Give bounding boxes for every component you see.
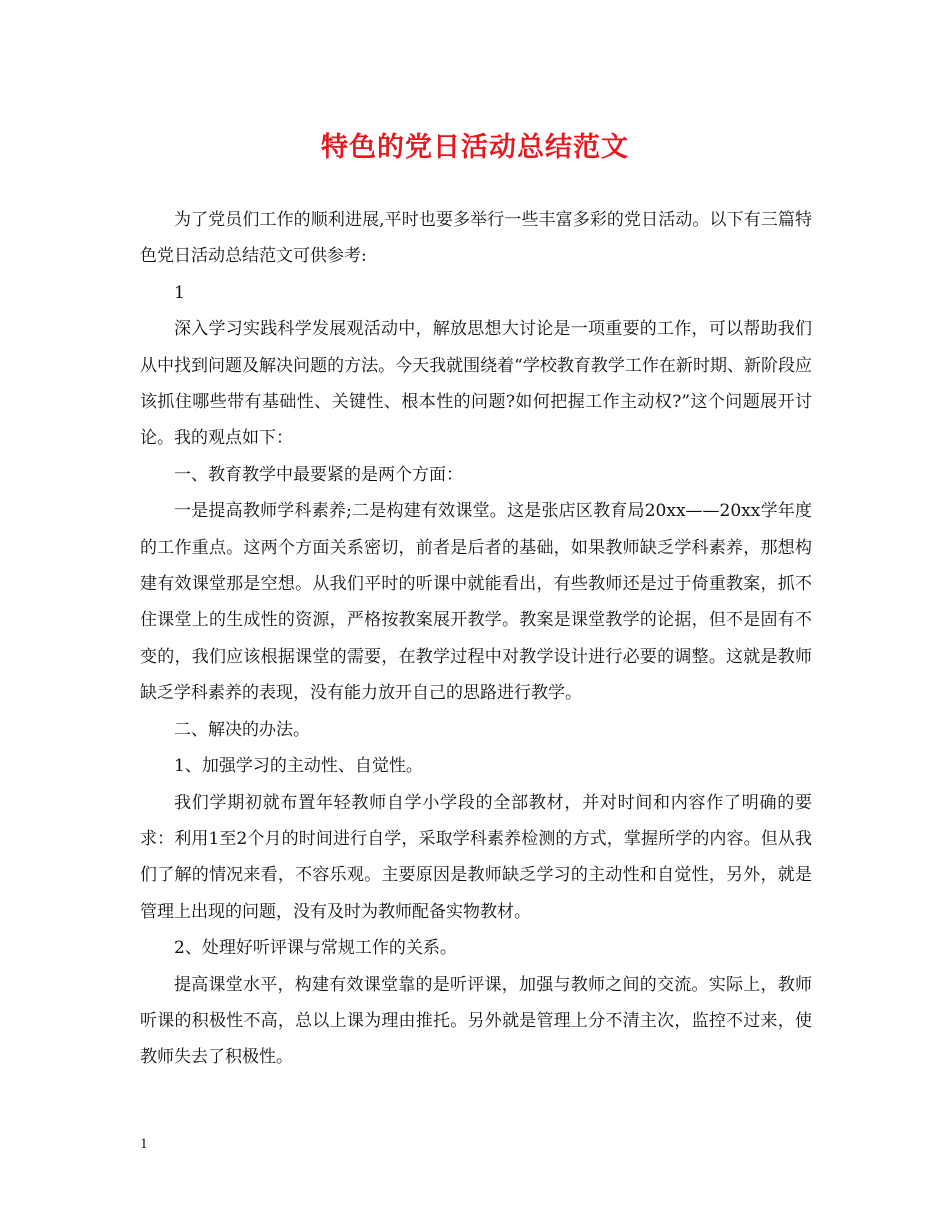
paragraph-heading-1: 一、教育教学中最要紧的是两个方面： bbox=[174, 464, 463, 485]
paragraph-teacher-literacy: 一是提高教师学科素养;二是构建有效课堂。这是张店区教育局20xx——20xx学年度的工作重点。这两个方面关系密切，前者是后者的基础，如果教师缺乏学科素养，那想构建有效课堂那是空想。从我们平时的听课中就能看出，有些教师还是过于倚重教案，抓不住课堂上的生成性的资源，严格按教案展开教学。教案是课堂教学的论据，但不是固有不变的，我们应该根据课堂的需要，在教学过程中对教学设计进行必要的调整。这就是教师缺乏学科素养的表现，没有能力放开自己的思路进行教学。 bbox=[140, 501, 812, 704]
document-title: 特色的党日活动总结范文 bbox=[321, 132, 629, 163]
paragraph-intro: 为了党员们工作的顺利进展,平时也要多举行一些丰富多彩的党日活动。以下有三篇特色党日活动总结范文可供参考: bbox=[140, 210, 812, 267]
paragraph-section-number: 1 bbox=[174, 282, 185, 303]
paragraph-subheading-2: 2、处理好听评课与常规工作的关系。 bbox=[174, 938, 457, 959]
page-number: 1 bbox=[140, 1136, 148, 1152]
paragraph-discussion: 深入学习实践科学发展观活动中，解放思想大讨论是一项重要的工作，可以帮助我们从中找到问题及解决问题的方法。今天我就围绕着“学校教育教学工作在新时期、新阶段应该抓住哪些带有基础性、关键性、根本性的问题?如何把握工作主动权?”这个问题展开讨论。我的观点如下： bbox=[140, 319, 812, 449]
document-body bbox=[140, 202, 812, 1076]
paragraph-class-evaluation: 提高课堂水平，构建有效课堂靠的是听评课，加强与教师之间的交流。实际上，教师听课的积极性不高，总以上课为理由推托。另外就是管理上分不清主次，监控不过来，使教师失去了积极性。 bbox=[140, 974, 812, 1068]
paragraph-subheading-1: 1、加强学习的主动性、自觉性。 bbox=[174, 756, 423, 777]
paragraph-self-study: 我们学期初就布置年轻教师自学小学段的全部教材，并对时间和内容作了明确的要求：利用1至2个月的时间进行自学，采取学科素养检测的方式，掌握所学的内容。但从我们了解的情况来看，不容乐观。主要原因是教师缺乏学习的主动性和自觉性，另外，就是管理上出现的问题，没有及时为教师配备实物教材。 bbox=[140, 792, 812, 922]
paragraph-heading-2: 二、解决的办法。 bbox=[174, 719, 310, 740]
